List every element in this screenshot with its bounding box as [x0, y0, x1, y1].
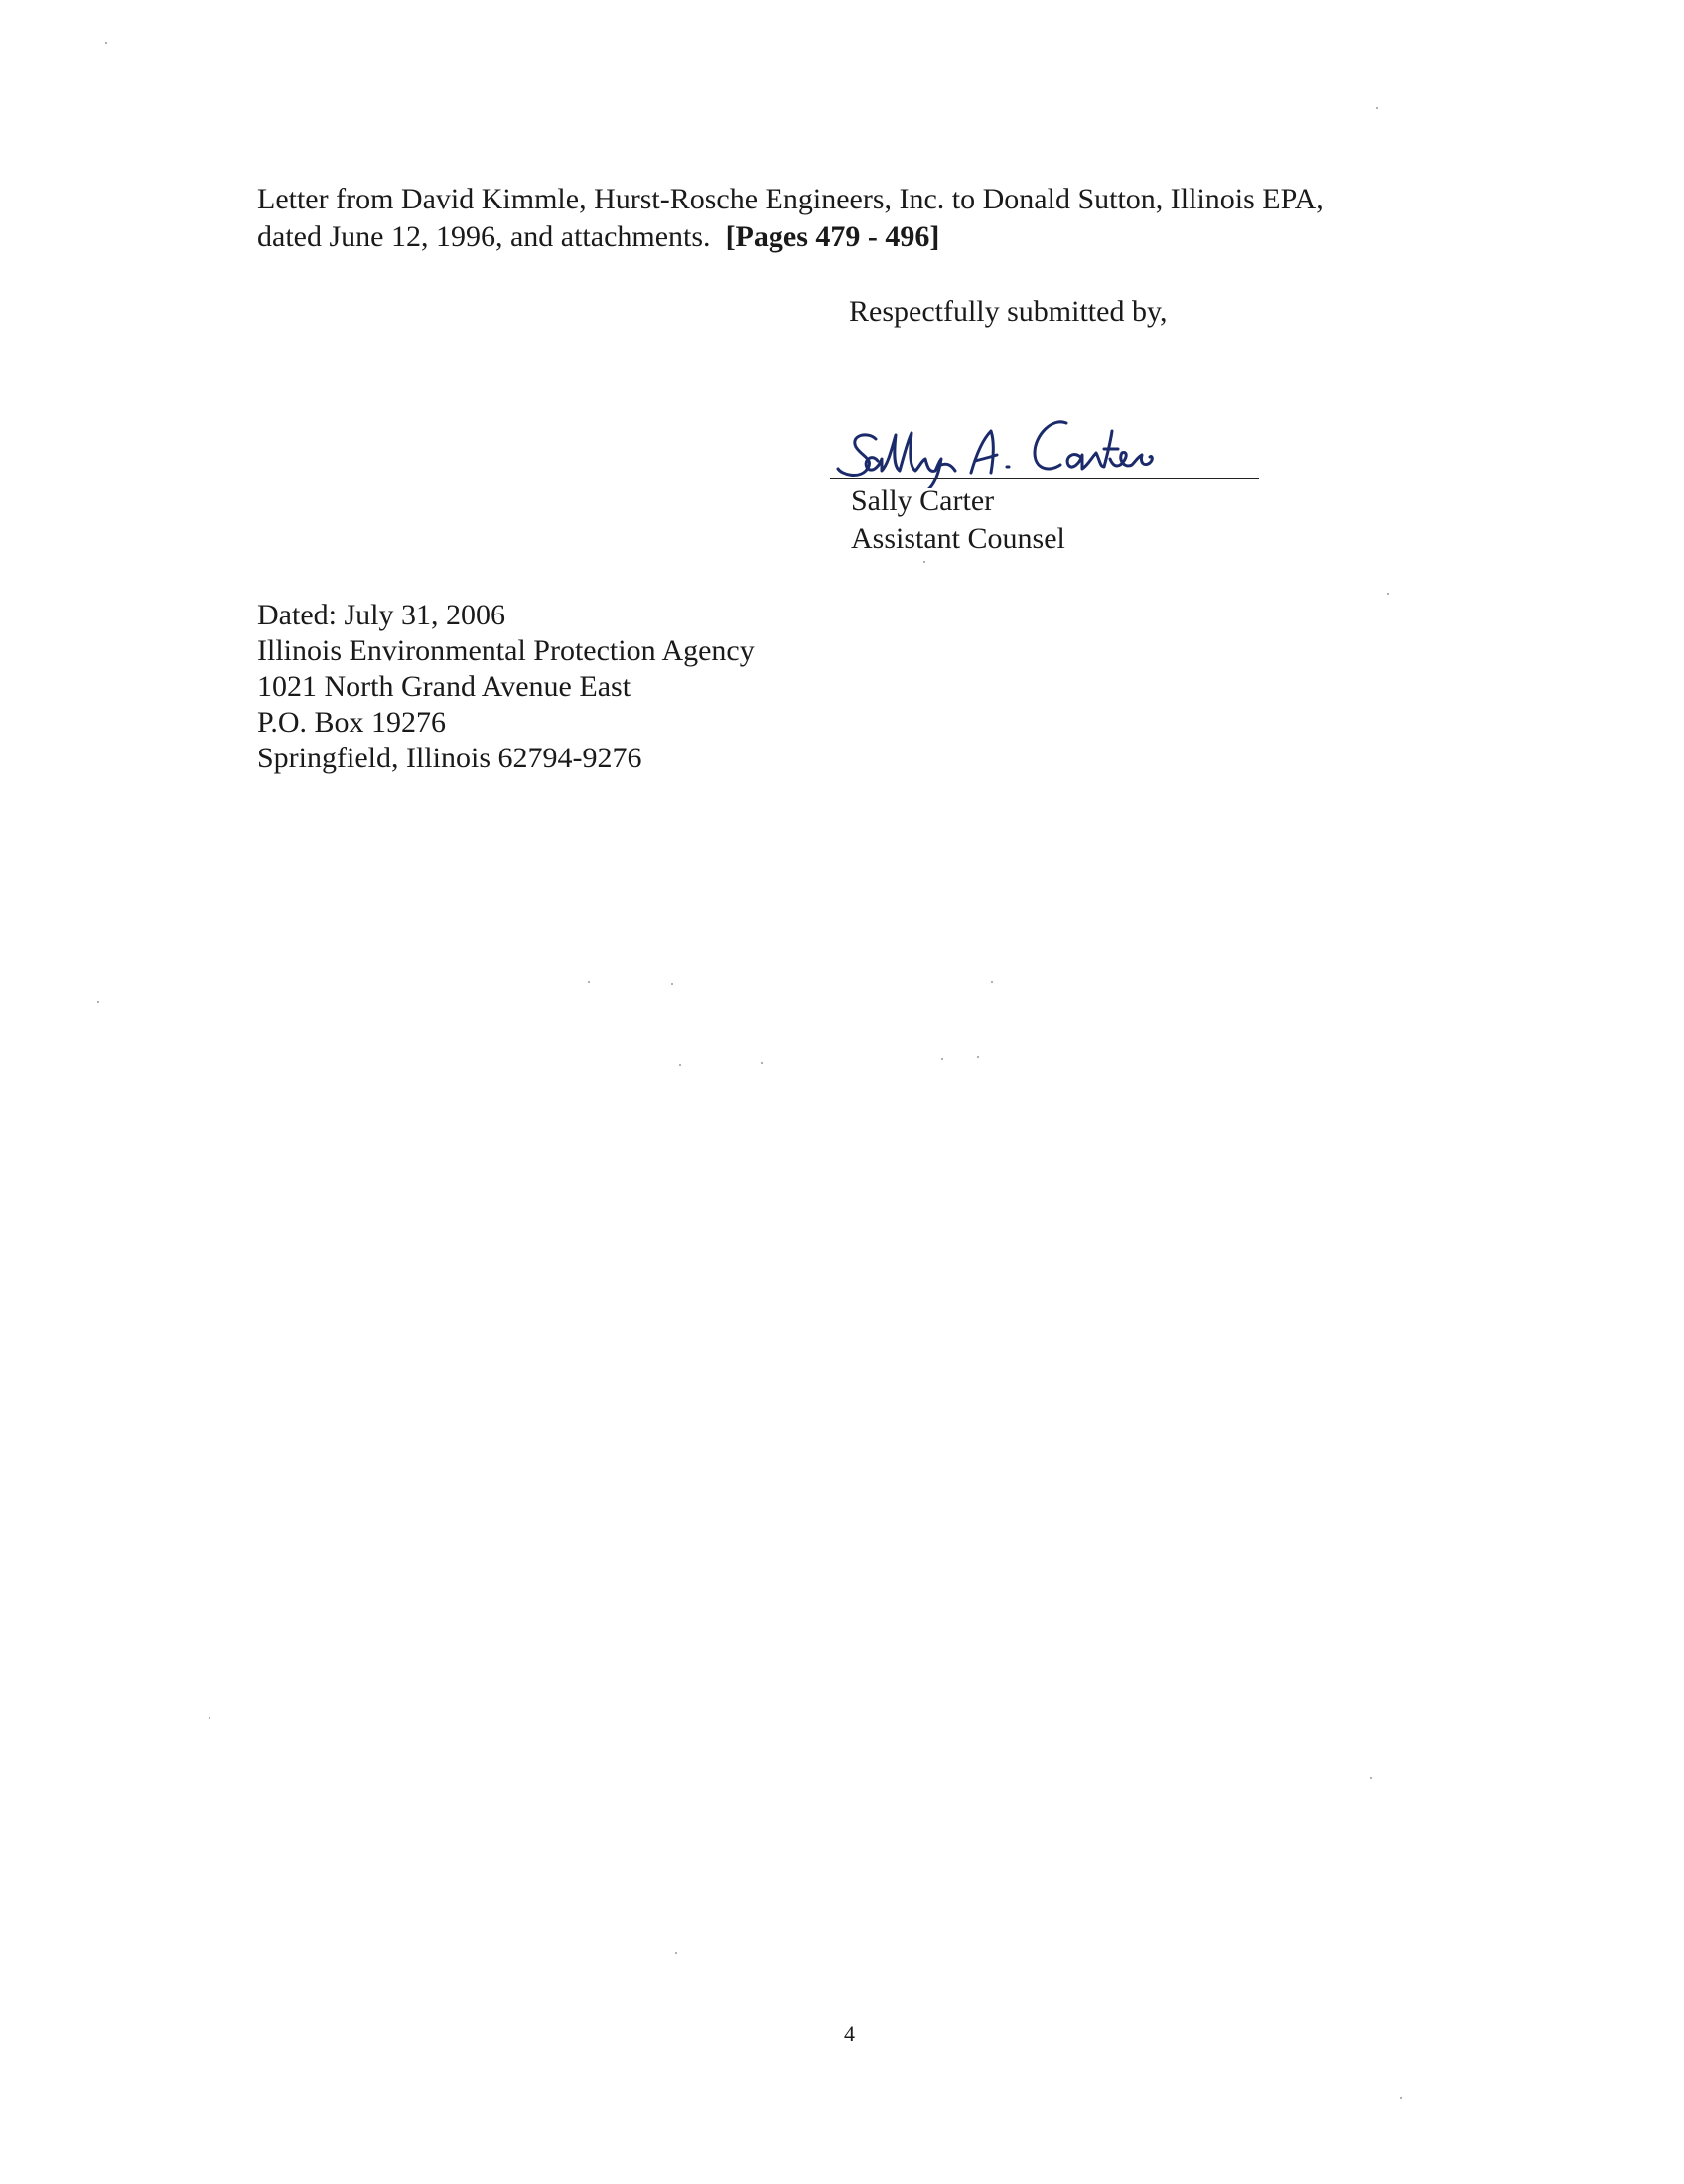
- scan-speck: [1387, 593, 1389, 595]
- dated-line: Dated: July 31, 2006: [257, 599, 505, 631]
- scan-speck: [1370, 1777, 1372, 1779]
- scan-speck: [941, 1058, 943, 1060]
- scan-speck: [97, 1001, 99, 1003]
- scan-speck: [679, 1064, 681, 1066]
- scan-speck: [991, 981, 993, 983]
- scan-speck: [588, 981, 590, 983]
- address-block: [257, 597, 755, 775]
- exhibit-paragraph: [257, 181, 1449, 256]
- scan-speck: [1376, 107, 1378, 109]
- signer-title: Assistant Counsel: [851, 522, 1065, 555]
- paragraph-line-2-text: dated June 12, 1996, and attachments.: [257, 220, 711, 253]
- po-box: P.O. Box 19276: [257, 706, 447, 739]
- street-address: 1021 North Grand Avenue East: [257, 670, 632, 703]
- pages-reference: [Pages 479 - 496]: [725, 220, 940, 253]
- signer-name: Sally Carter: [851, 484, 995, 517]
- scan-speck: [209, 1717, 210, 1719]
- agency-name: Illinois Environmental Protection Agency: [257, 634, 755, 667]
- scan-speck: [671, 983, 673, 985]
- handwritten-signature: [836, 409, 1213, 488]
- page-number: 4: [844, 2021, 855, 2046]
- scan-speck: [675, 1952, 677, 1954]
- city-state-zip: Springfield, Illinois 62794-9276: [257, 742, 642, 774]
- scan-speck: [105, 42, 107, 44]
- closing-text: Respectfully submitted by,: [849, 295, 1168, 328]
- paragraph-line-2: [257, 218, 1449, 256]
- scan-speck: [923, 561, 925, 563]
- scan-speck: [761, 1062, 763, 1064]
- scan-speck: [977, 1056, 979, 1058]
- paragraph-line-1: Letter from David Kimmle, Hurst-Rosche Engineers, Inc. to Donald Sutton, Illinois EPA,: [257, 183, 1324, 215]
- signature-line: [830, 478, 1259, 479]
- scan-speck: [1400, 2097, 1402, 2099]
